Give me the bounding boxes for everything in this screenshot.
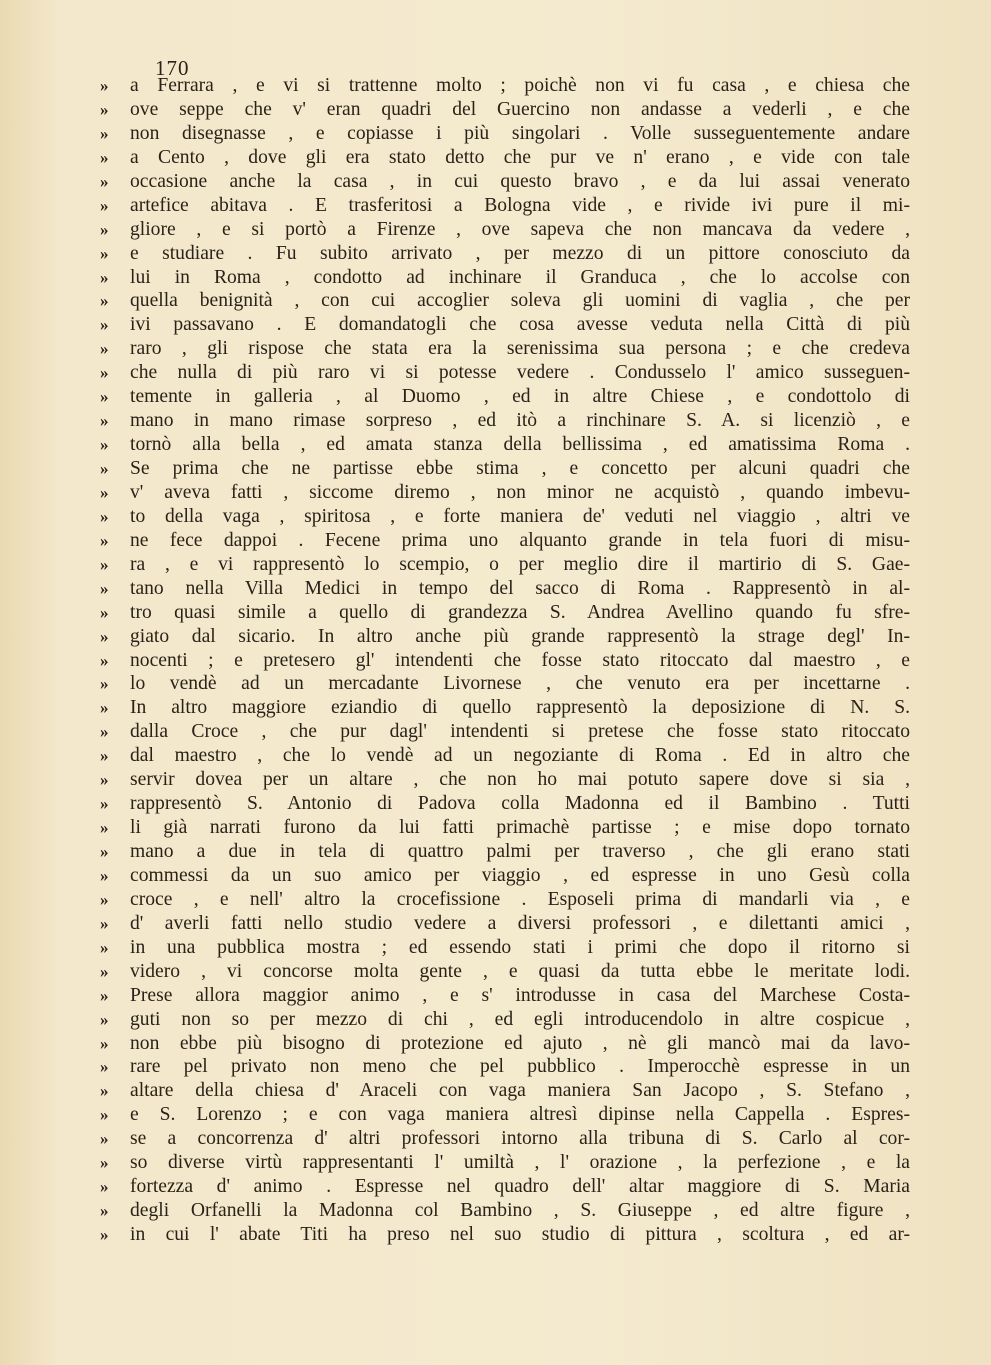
quote-mark: » xyxy=(100,818,109,838)
line-text: mano in mano rimase sorpreso , ed itò a rinchinare S. A. si licenziò , e xyxy=(130,410,910,432)
line-text: lo vendè ad un mercadante Livornese , che venuto era per incettarne . xyxy=(130,673,910,695)
quote-mark: » xyxy=(100,530,109,550)
line-text: non ebbe più bisogno di protezione ed ajuto , nè gli mancò mai da lavo- xyxy=(130,1032,910,1054)
quote-mark: » xyxy=(100,674,109,694)
quote-mark: » xyxy=(100,746,109,766)
text-line xyxy=(100,744,910,768)
text-line xyxy=(100,505,910,529)
quote-mark: » xyxy=(100,195,109,215)
text-line xyxy=(100,74,910,98)
page-number: 170 xyxy=(155,56,190,80)
text-line xyxy=(100,1103,910,1127)
text-line xyxy=(100,457,910,481)
quote-mark: » xyxy=(100,650,109,670)
line-text: e S. Lorenzo ; e con vaga maniera altresì dipinse nella Cappella . Espres- xyxy=(130,1104,910,1126)
text-line xyxy=(100,1199,910,1223)
line-text: ivi passavano . E domandatogli che cosa avesse veduta nella Città di più xyxy=(130,314,910,336)
quote-mark: » xyxy=(100,794,109,814)
line-text: commessi da un suo amico per viaggio , ed espresse in uno Gesù colla xyxy=(130,864,910,886)
line-text: Se prima che ne partisse ebbe stima , e concetto per alcuni quadri che xyxy=(130,458,910,479)
text-line xyxy=(100,577,910,601)
line-text: dalla Croce , che pur dagl' intendenti si pretese che fosse stato ritoccato xyxy=(130,721,910,743)
text-line xyxy=(100,170,910,194)
line-text: altare della chiesa d' Araceli con vaga maniera San Jacopo , S. Stefano , xyxy=(130,1080,910,1102)
quote-mark: » xyxy=(100,76,109,95)
line-text: so diverse virtù rappresentanti l' umiltà , l' orazione , la perfezione , e la xyxy=(130,1152,910,1174)
line-text: a Cento , dove gli era stato detto che pur ve n' erano , e vide con tale xyxy=(130,146,910,168)
line-text: In altro maggiore eziandio di quello rappresentò la deposizione di N. S. xyxy=(130,697,910,719)
text-line xyxy=(100,1151,910,1175)
line-text: Prese allora maggior animo , e s' introdusse in casa del Marchese Costa- xyxy=(130,984,910,1006)
text-line xyxy=(100,242,910,266)
text-line xyxy=(100,1175,910,1199)
line-text: lui in Roma , condotto ad inchinare il Granduca , che lo accolse con xyxy=(130,266,910,288)
line-text: d' averli fatti nello studio vedere a diversi professori , e dilettanti amici , xyxy=(130,912,910,934)
quote-mark: » xyxy=(100,171,109,191)
quote-mark: » xyxy=(100,865,109,885)
quote-mark: » xyxy=(100,363,109,383)
text-line xyxy=(100,625,910,649)
line-text: raro , gli rispose che stata era la serenissima sua persona ; e che credeva xyxy=(130,338,910,360)
text-line xyxy=(100,696,910,720)
quote-mark: » xyxy=(100,243,109,263)
quote-mark: » xyxy=(100,1057,109,1077)
line-text: giato dal sicario. In altro anche più grande rappresentò la strage degl' In- xyxy=(130,625,910,647)
line-text: ra , e vi rappresentò lo scempio, o per meglio dire il martirio di S. Gae- xyxy=(130,553,910,575)
line-text: occasione anche la casa , in cui questo bravo , e da lui assai venerato xyxy=(130,170,910,192)
text-line xyxy=(100,1032,910,1056)
quote-mark: » xyxy=(100,985,109,1005)
quote-mark: » xyxy=(100,554,109,574)
line-text: quella benignità , con cui accoglier soleva gli uomini di vaglia , che per xyxy=(130,290,910,312)
text-line xyxy=(100,888,910,912)
line-text: temente in galleria , al Duomo , ed in altre Chiese , e condottolo di xyxy=(130,386,910,408)
line-text: in una pubblica mostra ; ed essendo stati i primi che dopo il ritorno si xyxy=(130,936,910,958)
text-line xyxy=(100,1079,910,1103)
line-text: ne fece dappoi . Fecene prima uno alquanto grande in tela fuori di misu- xyxy=(130,529,910,551)
quote-mark: » xyxy=(100,889,109,909)
line-text: se a concorrenza d' altri professori intorno alla tribuna di S. Carlo al cor- xyxy=(130,1128,910,1150)
quote-mark: » xyxy=(100,1225,109,1244)
quote-mark: » xyxy=(100,1177,109,1197)
line-text: a Ferrara , e vi si trattenne molto ; poichè non vi fu casa , e chiesa che xyxy=(130,75,910,96)
text-line xyxy=(100,98,910,122)
text-line xyxy=(100,337,910,361)
text-line xyxy=(100,960,910,984)
quote-mark: » xyxy=(100,913,109,933)
text-line xyxy=(100,936,910,960)
quote-mark: » xyxy=(100,626,109,646)
text-line xyxy=(100,1223,910,1247)
text-line xyxy=(100,313,910,337)
line-text: videro , vi concorse molta gente , e quasi da tutta ebbe le meritate lodi. xyxy=(130,960,910,982)
line-text: tano nella Villa Medici in tempo del sacco di Roma . Rappresentò in al- xyxy=(130,577,910,599)
text-line xyxy=(100,529,910,553)
line-text: gliore , e si portò a Firenze , ove sapeva che non mancava da vedere , xyxy=(130,218,910,240)
text-line xyxy=(100,409,910,433)
quote-mark: » xyxy=(100,459,109,478)
text-line xyxy=(100,864,910,888)
line-text: tro quasi simile a quello di grandezza S. Andrea Avellino quando fu sfre- xyxy=(130,601,910,623)
line-text: rappresentò S. Antonio di Padova colla Madonna ed il Bambino . Tutti xyxy=(130,793,910,815)
line-text: tornò alla bella , ed amata stanza della bellissima , ed amatissima Roma . xyxy=(130,434,910,456)
quote-mark: » xyxy=(100,123,109,143)
text-line xyxy=(100,481,910,505)
text-line xyxy=(100,720,910,744)
quote-mark: » xyxy=(100,315,109,335)
text-line xyxy=(100,433,910,457)
quote-mark: » xyxy=(100,722,109,742)
line-text: dal maestro , che lo vendè ad un negoziante di Roma . Ed in altro che xyxy=(130,745,910,767)
line-text: mano a due in tela di quattro palmi per traverso , che gli erano stati xyxy=(130,841,910,862)
quote-mark: » xyxy=(100,578,109,598)
quote-mark: » xyxy=(100,698,109,718)
text-line xyxy=(100,194,910,218)
text-line xyxy=(100,553,910,577)
text-line xyxy=(100,1055,910,1079)
quote-mark: » xyxy=(100,411,109,431)
quote-mark: » xyxy=(100,1105,109,1125)
quote-mark: » xyxy=(100,267,109,287)
quote-mark: » xyxy=(100,1081,109,1101)
quote-mark: » xyxy=(100,1201,109,1221)
line-text: che nulla di più raro vi si potesse vedere . Condusselo l' amico susseguen- xyxy=(130,362,910,384)
text-line xyxy=(100,146,910,170)
quote-mark: » xyxy=(100,602,109,622)
quote-mark: » xyxy=(100,1129,109,1149)
line-text: rare pel privato non meno che pel pubblico . Imperocchè espresse in un xyxy=(130,1056,910,1078)
text-line xyxy=(100,289,910,313)
text-line xyxy=(100,768,910,792)
quote-mark: » xyxy=(100,961,109,981)
text-line xyxy=(100,266,910,290)
text-line xyxy=(100,218,910,242)
quote-mark: » xyxy=(100,339,109,359)
text-line xyxy=(100,1008,910,1032)
quote-mark: » xyxy=(100,1033,109,1053)
line-text: li già narrati furono da lui fatti primachè partisse ; e mise dopo tornato xyxy=(130,817,910,839)
text-line xyxy=(100,672,910,696)
quote-mark: » xyxy=(100,1153,109,1173)
line-text: fortezza d' animo . Espresse nel quadro dell' altar maggiore di S. Maria xyxy=(130,1176,910,1198)
quote-mark: » xyxy=(100,435,109,455)
line-text: artefice abitava . E trasferitosi a Bologna vide , e rivide ivi pure il mi- xyxy=(130,194,910,216)
quote-mark: » xyxy=(100,937,109,957)
line-text: e studiare . Fu subito arrivato , per mezzo di un pittore conosciuto da xyxy=(130,242,910,264)
line-text: non disegnasse , e copiasse i più singolari . Volle susseguentemente andare xyxy=(130,122,910,144)
quote-mark: » xyxy=(100,506,109,526)
text-line xyxy=(100,792,910,816)
line-text: ove seppe che v' eran quadri del Guercino non andasse a vederli , e che xyxy=(130,98,910,120)
line-text: v' aveva fatti , siccome diremo , non minor ne acquistò , quando imbevu- xyxy=(130,481,910,503)
text-line xyxy=(100,649,910,673)
quote-mark: » xyxy=(100,219,109,239)
text-line xyxy=(100,601,910,625)
line-text: in cui l' abate Titi ha preso nel suo studio di pittura , scoltura , ed ar- xyxy=(130,1224,910,1245)
quote-mark: » xyxy=(100,147,109,167)
body-text xyxy=(100,74,910,1247)
quote-mark: » xyxy=(100,291,109,311)
line-text: degli Orfanelli la Madonna col Bambino , S. Giuseppe , ed altre figure , xyxy=(130,1200,910,1222)
line-text: nocenti ; e pretesero gl' intendenti che fosse stato ritoccato dal maestro , e xyxy=(130,649,910,671)
text-line xyxy=(100,984,910,1008)
line-text: guti non so per mezzo di chi , ed egli introducendolo in altre cospicue , xyxy=(130,1008,910,1030)
text-line xyxy=(100,840,910,864)
text-line xyxy=(100,1127,910,1151)
line-text: to della vaga , spiritosa , e forte maniera de' veduti nel viaggio , altri ve xyxy=(130,505,910,527)
line-text: croce , e nell' altro la crocefissione . Esposeli prima di mandarli via , e xyxy=(130,888,910,910)
text-line xyxy=(100,385,910,409)
quote-mark: » xyxy=(100,482,109,502)
text-line xyxy=(100,912,910,936)
quote-mark: » xyxy=(100,842,109,861)
quote-mark: » xyxy=(100,770,109,790)
text-line xyxy=(100,122,910,146)
quote-mark: » xyxy=(100,1009,109,1029)
line-text: servir dovea per un altare , che non ho mai potuto sapere dove si sia , xyxy=(130,769,910,791)
quote-mark: » xyxy=(100,99,109,119)
quote-mark: » xyxy=(100,387,109,407)
text-line xyxy=(100,361,910,385)
text-line xyxy=(100,816,910,840)
